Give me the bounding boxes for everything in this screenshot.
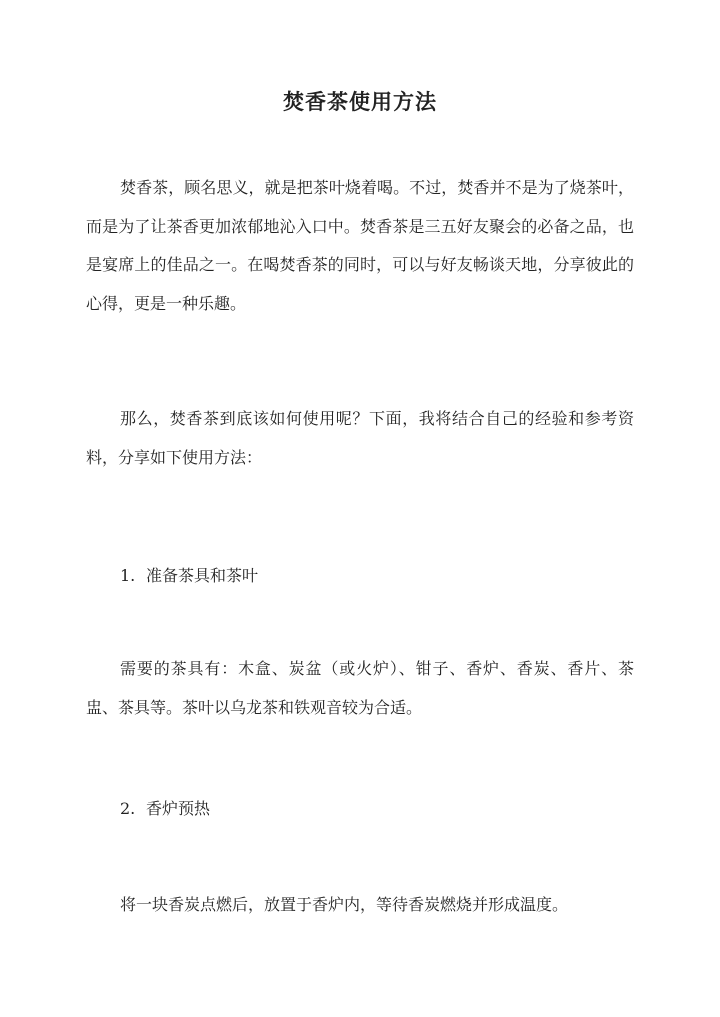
- section-body-2: 将一块香炭点燃后，放置于香炉内，等待香炭燃烧并形成温度。: [120, 895, 569, 914]
- intro-paragraph: 焚香茶，顾名思义，就是把茶叶烧着喝。不过，焚香并不是为了烧茶叶，而是为了让茶香更加浓郁地沁入口中。焚香茶是三五好友聚会的必备之品，也是宴席上的佳品之一。在喝焚香茶的同时，可以与好友畅谈天地，分享彼此的心得，更是一种乐趣。: [86, 178, 634, 313]
- document-title: 焚香茶使用方法: [283, 89, 437, 114]
- section-body-1: 需要的茶具有：木盒、炭盆（或火炉）、钳子、香炉、香炭、香片、茶盅、茶具等。茶叶以乌龙茶和铁观音较为合适。: [86, 659, 634, 717]
- method-intro-paragraph: 那么，焚香茶到底该如何使用呢？下面，我将结合自己的经验和参考资料，分享如下使用方法：: [86, 409, 634, 467]
- section-heading-1: [120, 564, 258, 588]
- section-title-2: 香炉预热: [146, 799, 211, 818]
- section-number-2: 2.: [120, 799, 136, 818]
- section-title-1: 准备茶具和茶叶: [146, 566, 259, 585]
- section-number-1: 1.: [120, 566, 136, 585]
- section-heading-2: [120, 797, 210, 821]
